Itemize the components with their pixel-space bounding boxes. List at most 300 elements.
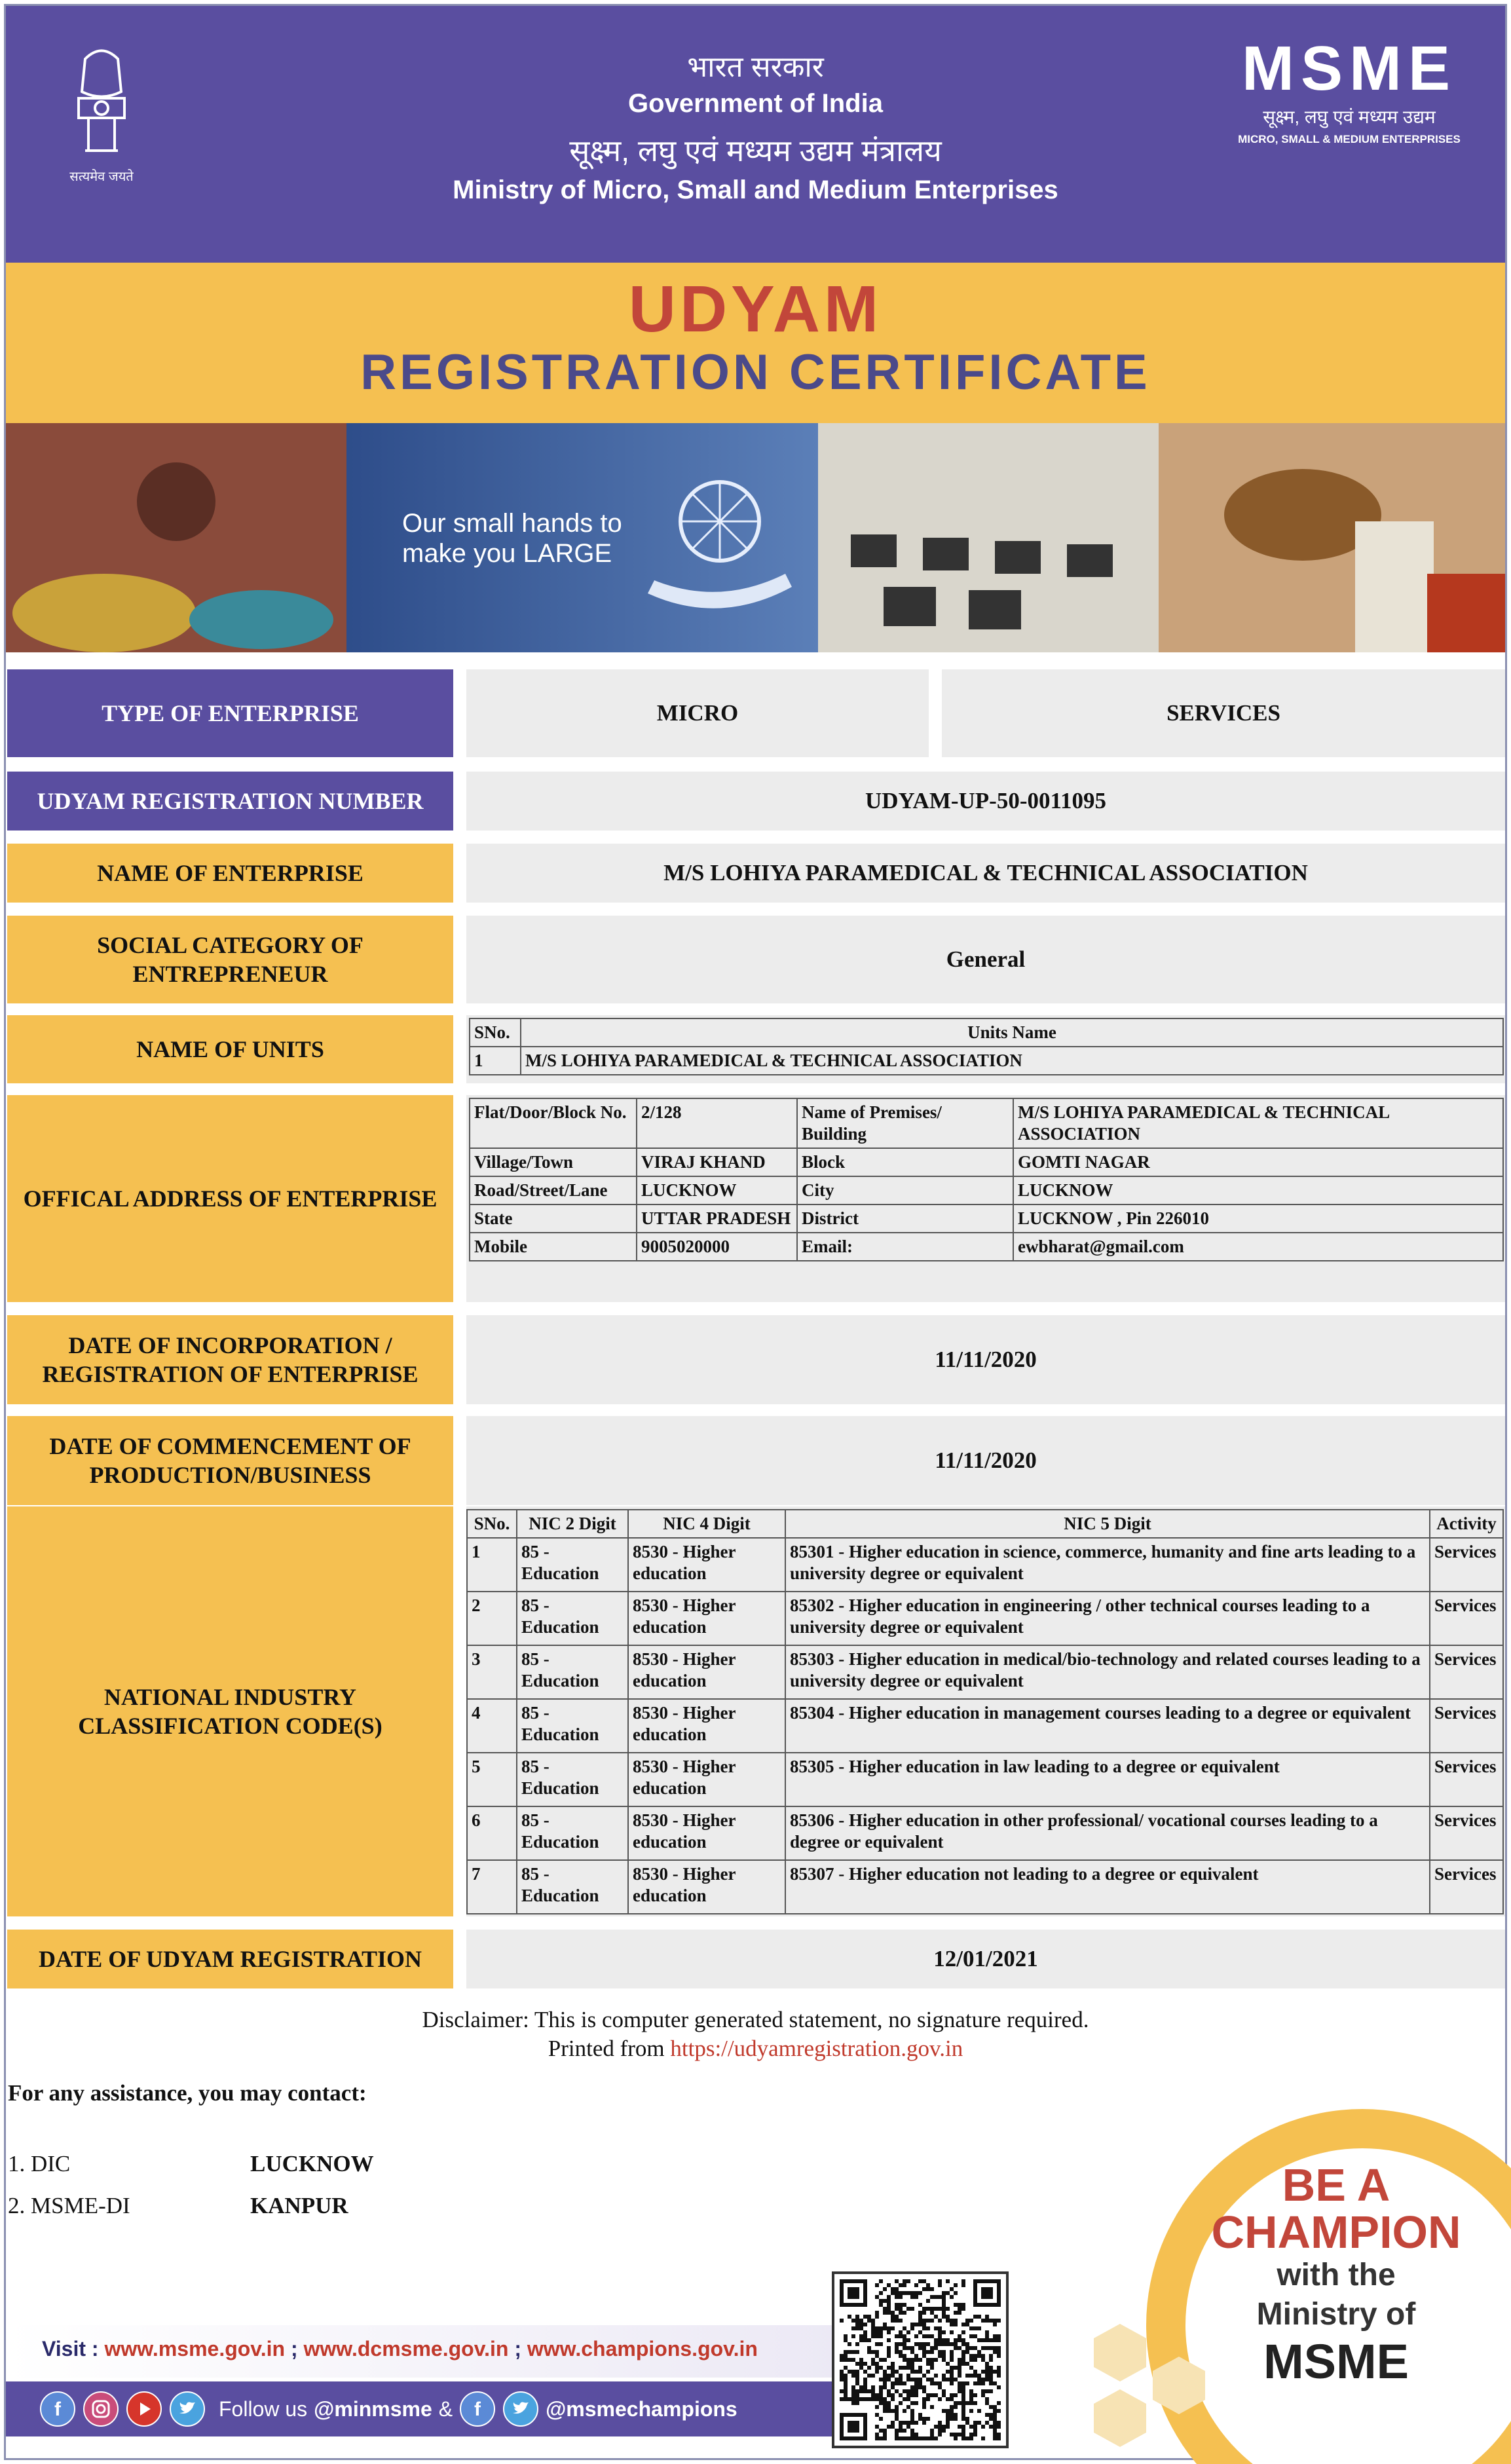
qr-module	[989, 2370, 993, 2374]
qr-module	[851, 2385, 855, 2389]
addr-road-label: Road/Street/Lane	[470, 1176, 637, 1204]
qr-module	[848, 2358, 851, 2362]
qr-module	[910, 2295, 914, 2299]
nic-cell: 8530 - Higher education	[628, 1860, 785, 1914]
qr-module	[965, 2323, 969, 2326]
addr-premises-label: Name of Premises/ Building	[797, 1098, 1013, 1148]
qr-module	[930, 2358, 934, 2362]
qr-module	[922, 2311, 926, 2315]
qr-module	[844, 2378, 848, 2381]
qr-module	[989, 2366, 993, 2370]
qr-module	[883, 2358, 887, 2362]
qr-module	[942, 2409, 946, 2413]
qr-module	[879, 2330, 883, 2334]
visit-link-msme[interactable]: www.msme.gov.in	[104, 2337, 286, 2361]
qr-module	[914, 2342, 918, 2346]
printed-url-link[interactable]: https://udyamregistration.gov.in	[670, 2036, 963, 2061]
qr-module	[906, 2405, 910, 2409]
qr-module	[985, 2389, 989, 2393]
qr-module	[899, 2342, 903, 2346]
qr-module	[930, 2287, 934, 2291]
qr-module	[958, 2362, 961, 2366]
qr-module	[859, 2319, 863, 2323]
qr-module	[887, 2405, 891, 2409]
qr-module	[950, 2370, 954, 2374]
qr-module	[922, 2401, 926, 2405]
qr-module	[840, 2370, 844, 2374]
qr-module	[903, 2338, 906, 2342]
qr-module	[973, 2346, 977, 2350]
qr-module	[946, 2342, 950, 2346]
qr-module	[918, 2323, 922, 2326]
qr-module	[922, 2346, 926, 2350]
visit-label: Visit :	[42, 2337, 99, 2361]
qr-module	[895, 2409, 899, 2413]
nic-cell: Services	[1430, 1806, 1503, 1860]
qr-module	[848, 2397, 851, 2401]
nic-cell: 85 - Education	[517, 1806, 628, 1860]
addr-email: ewbharat@gmail.com	[1013, 1233, 1503, 1261]
qr-module	[859, 2358, 863, 2362]
qr-module	[954, 2342, 958, 2346]
qr-module	[918, 2311, 922, 2315]
qr-module	[958, 2433, 961, 2436]
qr-module	[973, 2393, 977, 2397]
qr-module	[855, 2323, 859, 2326]
qr-module	[930, 2381, 934, 2385]
qr-module	[840, 2354, 844, 2358]
qr-module	[926, 2358, 930, 2362]
qr-module	[973, 2315, 977, 2319]
qr-module	[883, 2409, 887, 2413]
qr-module	[899, 2436, 903, 2440]
qr-module	[871, 2385, 875, 2389]
qr-module	[938, 2354, 942, 2358]
qr-module	[922, 2326, 926, 2330]
nic-cell: 8530 - Higher education	[628, 1806, 785, 1860]
qr-module	[993, 2319, 997, 2323]
qr-module	[934, 2315, 938, 2319]
qr-module	[922, 2350, 926, 2354]
qr-module	[879, 2397, 883, 2401]
qr-module	[903, 2429, 906, 2433]
qr-module	[910, 2433, 914, 2436]
qr-module	[887, 2326, 891, 2330]
qr-module	[875, 2295, 879, 2299]
qr-module	[930, 2307, 934, 2311]
qr-module	[961, 2397, 965, 2401]
nic-cell: Services	[1430, 1645, 1503, 1699]
facebook-icon-2[interactable]	[459, 2391, 496, 2427]
visit-link-champions[interactable]: www.champions.gov.in	[527, 2337, 758, 2361]
banner-image	[6, 423, 1505, 652]
qr-module	[997, 2319, 1001, 2323]
printed-from	[0, 2036, 1511, 2062]
addr-block-label: Block	[797, 1148, 1013, 1176]
qr-module	[977, 2409, 981, 2413]
qr-module	[993, 2346, 997, 2350]
qr-module	[954, 2291, 958, 2295]
qr-module	[985, 2319, 989, 2323]
visit-sep-2: ;	[514, 2337, 521, 2361]
champion-line5: MSME	[1263, 2334, 1409, 2389]
units-cell-sno: 1	[470, 1047, 521, 1075]
title-certificate: REGISTRATION CERTIFICATE	[360, 345, 1151, 400]
qr-module	[981, 2287, 993, 2299]
qr-module	[903, 2389, 906, 2393]
nic-cell: Services	[1430, 1538, 1503, 1592]
qr-module	[895, 2295, 899, 2299]
visit-line	[42, 2337, 758, 2361]
qr-module	[887, 2425, 891, 2429]
qr-module	[883, 2370, 887, 2374]
qr-module	[954, 2346, 958, 2350]
qr-module	[903, 2409, 906, 2413]
qr-module	[969, 2409, 973, 2413]
qr-module	[958, 2401, 961, 2405]
qr-module	[863, 2381, 867, 2385]
qr-module	[946, 2307, 950, 2311]
qr-module	[942, 2295, 946, 2299]
qr-module	[914, 2433, 918, 2436]
qr-module	[922, 2397, 926, 2401]
qr-module	[930, 2295, 934, 2299]
qr-module	[954, 2436, 958, 2440]
twitter-icon[interactable]	[169, 2391, 206, 2427]
qr-module	[871, 2389, 875, 2393]
qr-module	[906, 2346, 910, 2350]
qr-module	[863, 2397, 867, 2401]
qr-module	[851, 2374, 855, 2378]
visit-link-dcmsme[interactable]: www.dcmsme.gov.in	[303, 2337, 509, 2361]
qr-module	[965, 2346, 969, 2350]
qr-module	[899, 2311, 903, 2315]
qr-module	[910, 2436, 914, 2440]
qr-module	[950, 2295, 954, 2299]
qr-module	[993, 2417, 997, 2421]
qr-module	[954, 2433, 958, 2436]
qr-module	[887, 2378, 891, 2381]
qr-module	[969, 2366, 973, 2370]
qr-module	[895, 2346, 899, 2350]
addr-block: GOMTI NAGAR	[1013, 1148, 1503, 1176]
qr-module	[942, 2342, 946, 2346]
contact-1-value: LUCKNOW	[250, 2151, 374, 2176]
qr-module	[910, 2346, 914, 2350]
youtube-icon[interactable]	[126, 2391, 162, 2427]
qr-module	[954, 2311, 958, 2315]
qr-module	[848, 2370, 851, 2374]
champion-text	[1166, 2161, 1506, 2389]
qr-module	[938, 2421, 942, 2425]
qr-module	[989, 2378, 993, 2381]
qr-module	[950, 2374, 954, 2378]
qr-module	[938, 2283, 942, 2287]
qr-module	[887, 2338, 891, 2342]
qr-module	[914, 2421, 918, 2425]
header-ministry: Ministry of Micro, Small and Medium Enterprises	[453, 176, 1058, 204]
qr-module	[903, 2283, 906, 2287]
qr-module	[958, 2385, 961, 2389]
qr-module	[950, 2409, 954, 2413]
qr-module	[993, 2413, 997, 2417]
qr-module	[906, 2338, 910, 2342]
qr-module	[981, 2346, 985, 2350]
qr-module	[895, 2287, 899, 2291]
qr-module	[903, 2346, 906, 2350]
qr-module	[946, 2425, 950, 2429]
qr-module	[977, 2315, 981, 2319]
qr-module	[871, 2397, 875, 2401]
qr-module	[844, 2338, 848, 2342]
qr-module	[910, 2358, 914, 2362]
qr-module	[871, 2319, 875, 2323]
nic-cell: Services	[1430, 1699, 1503, 1753]
qr-module	[910, 2370, 914, 2374]
qr-module	[981, 2319, 985, 2323]
qr-module	[899, 2381, 903, 2385]
qr-module	[969, 2374, 973, 2378]
qr-module	[914, 2334, 918, 2338]
header-hindi-govt: भारत सरकार	[687, 51, 824, 83]
qr-module	[883, 2429, 887, 2433]
qr-module	[950, 2350, 954, 2354]
nic-cell: 8530 - Higher education	[628, 1592, 785, 1645]
qr-module	[918, 2417, 922, 2421]
qr-module	[903, 2436, 906, 2440]
qr-module	[938, 2319, 942, 2323]
qr-module	[840, 2358, 844, 2362]
qr-module	[950, 2323, 954, 2326]
qr-module	[875, 2370, 879, 2374]
qr-module	[922, 2374, 926, 2378]
qr-module	[985, 2370, 989, 2374]
qr-module	[969, 2436, 973, 2440]
qr-module	[997, 2346, 1001, 2350]
qr-module	[969, 2389, 973, 2393]
qr-module	[942, 2338, 946, 2342]
qr-module	[926, 2334, 930, 2338]
addr-district: LUCKNOW , Pin 226010	[1013, 1204, 1503, 1233]
qr-module	[891, 2326, 895, 2330]
qr-module	[871, 2350, 875, 2354]
units-table	[469, 1018, 1504, 1075]
qr-module	[961, 2283, 965, 2287]
addr-flat-label: Flat/Door/Block No.	[470, 1098, 637, 1148]
qr-module	[942, 2303, 946, 2307]
qr-module	[946, 2362, 950, 2366]
nic-cell: 1	[467, 1538, 517, 1592]
qr-module	[938, 2330, 942, 2334]
qr-module	[855, 2381, 859, 2385]
qr-module	[926, 2417, 930, 2421]
qr-module	[899, 2425, 903, 2429]
nic-cell: 85 - Education	[517, 1538, 628, 1592]
qr-module	[844, 2366, 848, 2370]
qr-module	[859, 2338, 863, 2342]
qr-module	[903, 2366, 906, 2370]
qr-module	[934, 2307, 938, 2311]
qr-module	[879, 2366, 883, 2370]
qr-module	[859, 2323, 863, 2326]
follow-handle-2[interactable]: @msmechampions	[546, 2397, 737, 2421]
nic-header-activity: Activity	[1430, 1510, 1503, 1538]
qr-module	[851, 2393, 855, 2397]
qr-module	[875, 2366, 879, 2370]
qr-module	[887, 2350, 891, 2354]
qr-module	[985, 2413, 989, 2417]
qr-module	[977, 2374, 981, 2378]
qr-module	[844, 2350, 848, 2354]
qr-module	[946, 2338, 950, 2342]
qr-module	[895, 2389, 899, 2393]
nic-cell: Services	[1430, 1860, 1503, 1914]
qr-module	[981, 2354, 985, 2358]
qr-module	[879, 2417, 883, 2421]
qr-module	[867, 2315, 871, 2319]
table-row	[470, 1098, 1503, 1148]
qr-module	[899, 2334, 903, 2338]
qr-module	[871, 2334, 875, 2338]
qr-module	[969, 2346, 973, 2350]
qr-module	[906, 2421, 910, 2425]
qr-module	[922, 2279, 926, 2283]
qr-module	[883, 2433, 887, 2436]
qr-module	[918, 2330, 922, 2334]
qr-module	[910, 2413, 914, 2417]
qr-module	[887, 2299, 891, 2303]
qr-module	[910, 2366, 914, 2370]
qr-module	[844, 2374, 848, 2378]
qr-module	[895, 2405, 899, 2409]
qr-module	[922, 2307, 926, 2311]
qr-module	[922, 2389, 926, 2393]
table-row	[467, 1538, 1503, 1592]
qr-module	[855, 2350, 859, 2354]
qr-code	[832, 2271, 1009, 2448]
instagram-icon[interactable]	[83, 2391, 119, 2427]
twitter-icon-2[interactable]	[502, 2391, 539, 2427]
qr-module	[989, 2389, 993, 2393]
champion-line1: BE A	[1282, 2159, 1390, 2211]
qr-module	[899, 2283, 903, 2287]
qr-module	[914, 2370, 918, 2374]
qr-module	[930, 2311, 934, 2315]
facebook-icon[interactable]	[39, 2391, 76, 2427]
contact-1-label: 1. DIC	[8, 2151, 71, 2176]
qr-module	[965, 2401, 969, 2405]
qr-module	[863, 2370, 867, 2374]
qr-module	[961, 2303, 965, 2307]
qr-module	[891, 2311, 895, 2315]
qr-module	[918, 2279, 922, 2283]
social-label: SOCIAL CATEGORY OF ENTREPRENEUR	[7, 916, 453, 1003]
qr-module	[938, 2433, 942, 2436]
units-label: NAME OF UNITS	[7, 1015, 453, 1083]
qr-module	[938, 2429, 942, 2433]
qr-module	[926, 2393, 930, 2397]
qr-module	[989, 2346, 993, 2350]
qr-module	[993, 2370, 997, 2374]
printed-from-label: Printed from	[548, 2036, 665, 2061]
addr-state-label: State	[470, 1204, 637, 1233]
qr-module	[883, 2307, 887, 2311]
qr-module	[965, 2350, 969, 2354]
qr-module	[851, 2358, 855, 2362]
qr-module	[977, 2338, 981, 2342]
qr-module	[938, 2425, 942, 2429]
qr-module	[887, 2409, 891, 2413]
qr-module	[934, 2381, 938, 2385]
qr-module	[954, 2366, 958, 2370]
qr-module	[883, 2326, 887, 2330]
qr-module	[965, 2421, 969, 2425]
nic-cell: 85305 - Higher education in law leading to a degree or equivalent	[785, 1753, 1430, 1806]
qr-module	[934, 2425, 938, 2429]
qr-module	[851, 2370, 855, 2374]
qr-module	[891, 2362, 895, 2366]
qr-module	[985, 2366, 989, 2370]
nic-header-2: NIC 2 Digit	[517, 1510, 628, 1538]
qr-module	[942, 2354, 946, 2358]
qr-module	[997, 2409, 1001, 2413]
qr-module	[993, 2405, 997, 2409]
qr-module	[961, 2330, 965, 2334]
qr-module	[895, 2378, 899, 2381]
qr-module	[918, 2436, 922, 2440]
qr-module	[867, 2366, 871, 2370]
qr-module	[981, 2436, 985, 2440]
qr-module	[875, 2350, 879, 2354]
emblem-caption: सत्यमेव जयते	[69, 170, 134, 184]
nic-header-sno: SNo.	[467, 1510, 517, 1538]
qr-module	[981, 2370, 985, 2374]
qr-module	[910, 2417, 914, 2421]
qr-module	[973, 2429, 977, 2433]
qr-module	[950, 2381, 954, 2385]
qr-module	[958, 2366, 961, 2370]
qr-module	[875, 2334, 879, 2338]
qr-module	[985, 2346, 989, 2350]
qr-module	[851, 2350, 855, 2354]
qr-module	[855, 2374, 859, 2378]
qr-module	[914, 2291, 918, 2295]
qr-module	[914, 2385, 918, 2389]
qr-module	[883, 2287, 887, 2291]
qr-module	[895, 2303, 899, 2307]
qr-module	[958, 2425, 961, 2429]
header-hindi-ministry: सूक्ष्म, लघु एवं मध्यम उद्यम मंत्रालय	[569, 134, 942, 168]
qr-module	[977, 2354, 981, 2358]
qr-module	[934, 2436, 938, 2440]
qr-module	[879, 2389, 883, 2393]
title-udyam: UDYAM	[628, 272, 883, 346]
qr-module	[942, 2374, 946, 2378]
qr-module	[914, 2436, 918, 2440]
qr-module	[875, 2283, 879, 2287]
qr-module	[942, 2307, 946, 2311]
nic-cell: 85 - Education	[517, 1645, 628, 1699]
nic-cell: 85 - Education	[517, 1699, 628, 1753]
qr-module	[859, 2326, 863, 2330]
follow-handle-1[interactable]: @minmsme	[314, 2397, 432, 2421]
qr-module	[985, 2338, 989, 2342]
qr-module	[997, 2421, 1001, 2425]
qr-module	[879, 2429, 883, 2433]
qr-module	[965, 2381, 969, 2385]
qr-module	[906, 2307, 910, 2311]
qr-module	[879, 2401, 883, 2405]
